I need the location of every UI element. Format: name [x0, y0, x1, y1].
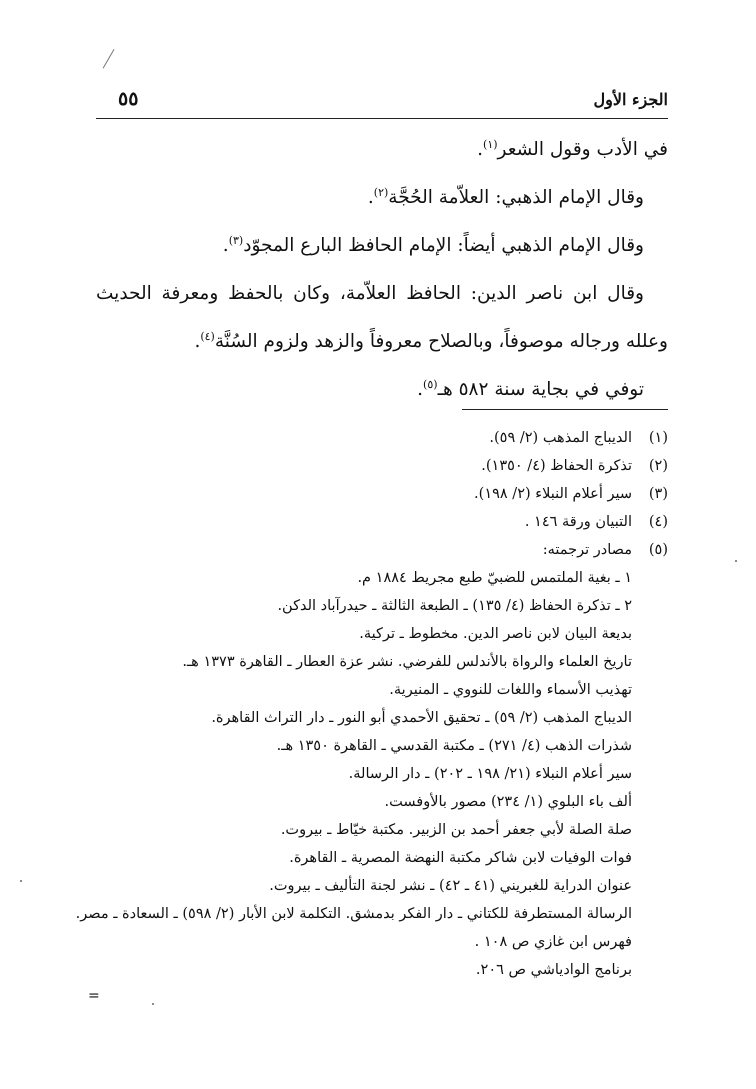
source-entry: شذرات الذهب (٤/ ٢٧١) ـ مكتبة القدسي ـ القاهرة ١٣٥٠ هـ. — [276, 738, 632, 754]
source-entry: برنامج الوادياشي ص ٢٠٦. — [475, 962, 632, 978]
footnote-text: مصادر ترجمته: — [542, 542, 632, 558]
source-entry: الرسالة المستطرفة للكتاني ـ دار الفكر بدمشق. التكلمة لابن الأبار (٢/ ٥٩٨) ـ السعادة ـ مصر. — [75, 906, 632, 922]
footnote-number: (٣) — [648, 486, 668, 502]
source-entry: عنوان الدراية للغبريني (٤١ ـ ٤٢) ـ نشر لجنة التأليف ـ بيروت. — [269, 878, 632, 894]
scan-speck — [152, 1003, 154, 1005]
paragraph-4: وقال ابن ناصر الدين: الحافظ العلاّمة، وكان بالحفظ ومعرفة الحديث وعلله ورجاله موصوفاً، وبالصلاح معروفاً والزهد ولزوم السُنَّة$^{(٤)}$. — [96, 283, 668, 352]
margin-mark: = — [88, 988, 100, 1004]
source-entry: بديعة البيان لابن ناصر الدين. مخطوط ـ تركية. — [359, 626, 632, 642]
paragraph-2: وقال الإمام الذهبي: العلاّمة الحُجَّة$^{(٢)}$. — [367, 185, 644, 208]
footnote-ref: (٣) — [228, 233, 244, 247]
footnote-text: التبيان ورقة ١٤٦ . — [524, 514, 632, 530]
footnote — [60, 480, 668, 508]
footnote-number: (٥) — [648, 542, 668, 558]
source-entry: سير أعلام النبلاء (٢١/ ١٩٨ ـ ٢٠٢) ـ دار الرسالة. — [348, 766, 632, 782]
source-entry: ٢ ـ تذكرة الحفاظ (٤/ ١٣٥) ـ الطبعة الثالثة ـ حيدرآباد الدكن. — [277, 598, 632, 614]
footnote-ref: (٢) — [373, 185, 389, 199]
source-entry: ١ ـ بغية الملتمس للضبيّ طبع مجريط ١٨٨٤ م. — [357, 570, 632, 586]
footnote — [60, 424, 668, 452]
source-entry: صلة الصلة لأبي جعفر أحمد بن الزبير. مكتبة خيّاط ـ بيروت. — [280, 822, 632, 838]
scan-speck — [735, 560, 737, 562]
footnote-number: (١) — [648, 430, 668, 446]
header-rule — [96, 118, 668, 119]
scan-speck — [20, 880, 22, 882]
footnote-ref: (٥) — [423, 377, 438, 391]
source-entry: ألف باء البلوي (١/ ٢٣٤) مصور بالأوفست. — [384, 794, 632, 810]
paragraph-3: وقال الإمام الذهبي أيضاً: الإمام الحافظ البارع المجوّد$^{(٣)}$. — [222, 233, 644, 256]
running-title: الجزء الأول — [593, 90, 668, 109]
footnote-number: (٢) — [648, 458, 668, 474]
footnote-number: (٤) — [648, 514, 668, 530]
source-entry: فهرس ابن غازي ص ١٠٨ . — [474, 934, 632, 950]
pencil-mark — [103, 49, 116, 69]
page-number: ٥٥ — [118, 88, 139, 110]
footnote-text: سير أعلام النبلاء (٢/ ١٩٨). — [474, 486, 632, 502]
footnote — [60, 452, 668, 480]
paragraph-1: في الأدب وقول الشعر$^{(١)}$. — [477, 137, 668, 160]
source-entry: تاريخ العلماء والرواة بالأندلس للفرضي. نشر عزة العطار ـ القاهرة ١٣٧٣ هـ. — [182, 654, 632, 670]
paragraph-5: توفي في بجاية سنة ٥٨٢ هـ$^{(٥)}$. — [417, 377, 644, 400]
source-entry: تهذيب الأسماء واللغات للنووي ـ المنيرية. — [389, 682, 632, 698]
footnote — [60, 508, 668, 536]
source-entry: الديباج المذهب (٢/ ٥٩) ـ تحقيق الأحمدي أبو النور ـ دار التراث القاهرة. — [211, 710, 632, 726]
footnotes — [60, 424, 668, 984]
footnote-text: تذكرة الحفاظ (٤/ ١٣٥٠). — [481, 458, 632, 474]
page-header — [96, 88, 668, 112]
source-entry: فوات الوفيات لابن شاكر مكتبة النهضة المصرية ـ القاهرة. — [289, 850, 632, 866]
footnote — [60, 536, 668, 564]
footnote-text: الديباج المذهب (٢/ ٥٩). — [489, 430, 632, 446]
footnote-ref: (٤) — [200, 329, 215, 343]
main-text — [96, 126, 668, 414]
footnote-rule — [462, 409, 668, 410]
footnote-ref: (١) — [483, 137, 498, 151]
